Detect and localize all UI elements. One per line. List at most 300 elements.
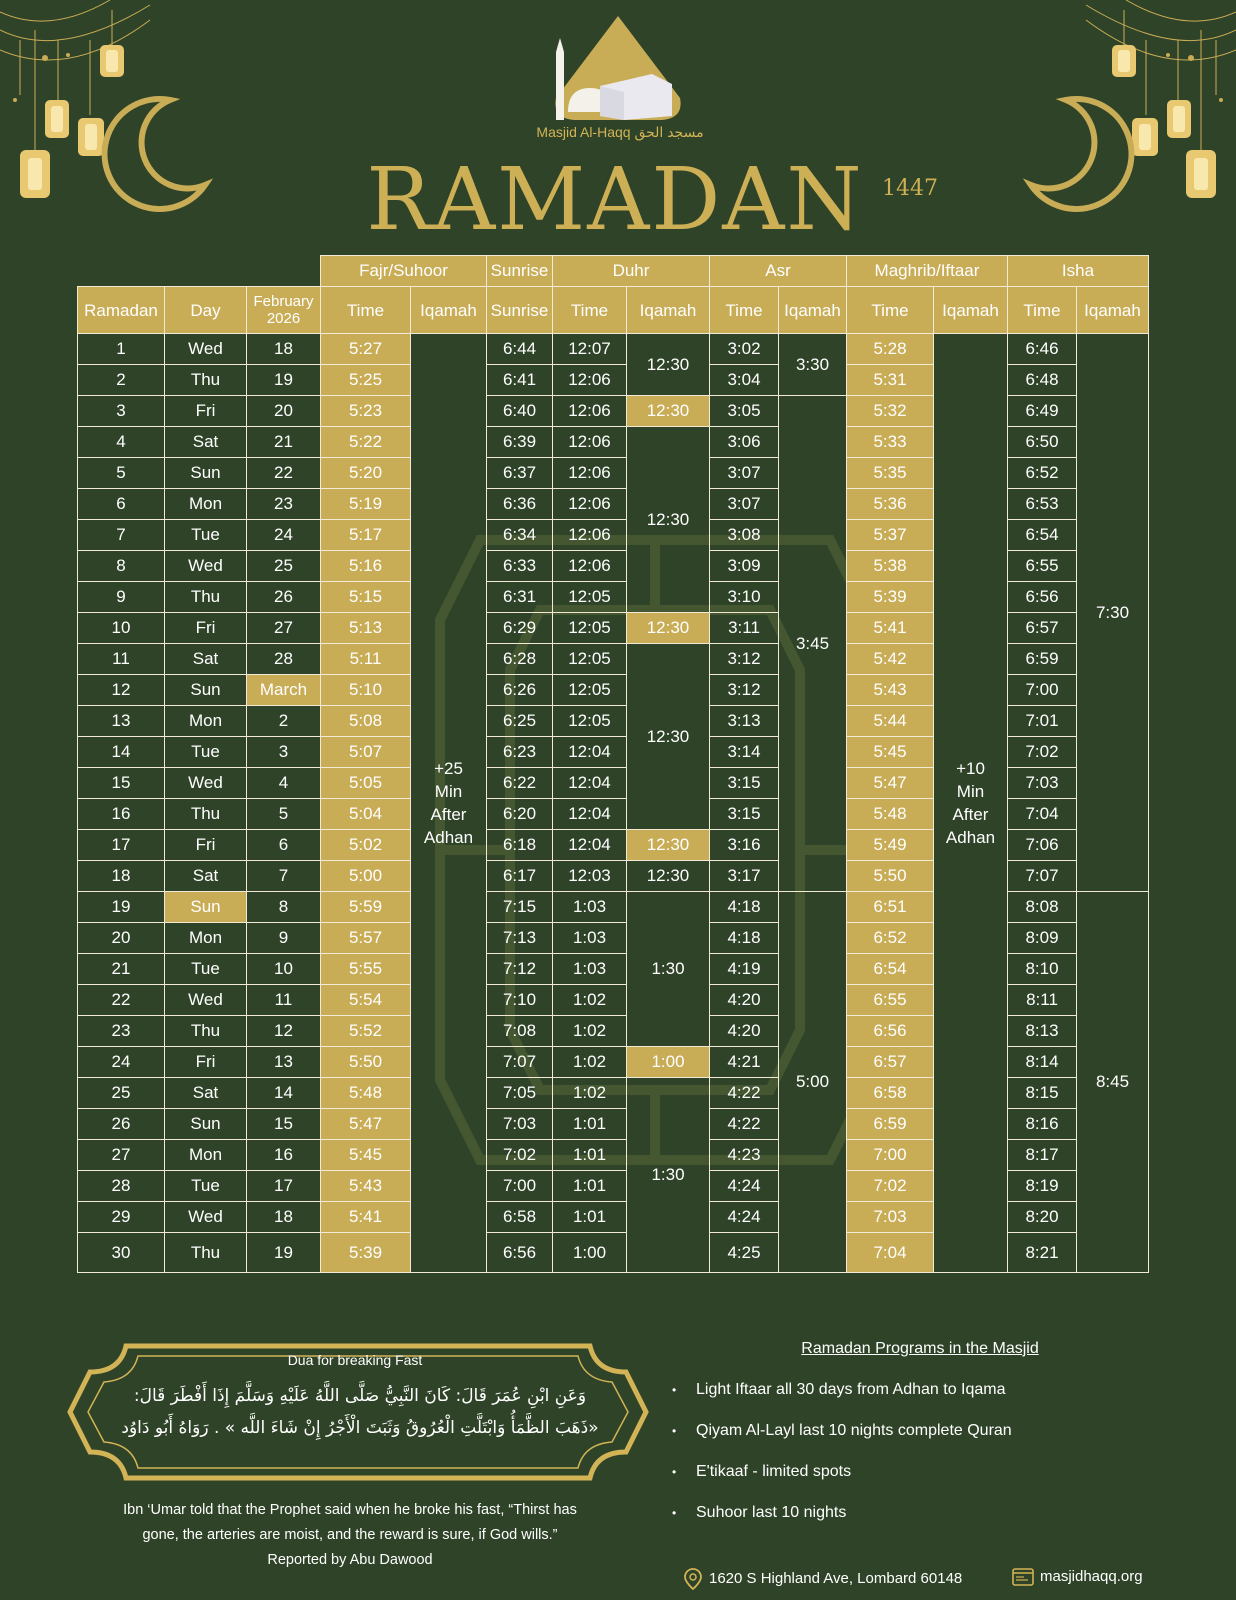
cell-sunrise: 6:26: [487, 675, 553, 706]
cell-weekday: Tue: [165, 954, 247, 985]
cell-isha-time: 8:10: [1008, 954, 1077, 985]
cell-fajr-time: 5:15: [321, 582, 411, 613]
cell-maghrib-time: 7:02: [847, 1171, 934, 1202]
program-item: • E'tikaaf - limited spots: [672, 1462, 1012, 1503]
col-date: February 2026: [247, 287, 321, 334]
cell-sunrise: 6:41: [487, 365, 553, 396]
cell-duhr-time: 12:06: [553, 396, 627, 427]
cell-weekday: Sat: [165, 861, 247, 892]
cell-asr-iqamah: 5:00: [779, 892, 847, 1273]
cell-asr-time: 3:11: [710, 613, 779, 644]
cell-maghrib-time: 5:43: [847, 675, 934, 706]
cell-fajr-time: 5:41: [321, 1202, 411, 1233]
cell-sunrise: 6:56: [487, 1233, 553, 1273]
cell-isha-iqamah: 7:30: [1077, 334, 1149, 892]
cell-fajr-time: 5:59: [321, 892, 411, 923]
col-asr-iqamah: Iqamah: [779, 287, 847, 334]
cell-weekday: Wed: [165, 1202, 247, 1233]
dua-reference: Reported by Abu Dawood: [267, 1552, 433, 1568]
cell-maghrib-time: 5:45: [847, 737, 934, 768]
cell-date: 9: [247, 923, 321, 954]
masjid-name: Masjid Al-Haqq مسجد الحق: [536, 124, 704, 140]
cell-fajr-time: 5:07: [321, 737, 411, 768]
cell-weekday: Mon: [165, 706, 247, 737]
cell-isha-time: 6:46: [1008, 334, 1077, 365]
cell-date: 27: [247, 613, 321, 644]
cell-isha-time: 7:06: [1008, 830, 1077, 861]
cell-asr-time: 3:05: [710, 396, 779, 427]
cell-maghrib-time: 5:35: [847, 458, 934, 489]
website-icon: [1012, 1568, 1034, 1586]
cell-asr-time: 3:13: [710, 706, 779, 737]
cell-duhr-time: 12:07: [553, 334, 627, 365]
cell-isha-time: 6:48: [1008, 365, 1077, 396]
cell-date: 8: [247, 892, 321, 923]
cell-maghrib-time: 5:36: [847, 489, 934, 520]
dua-english: [78, 1498, 622, 1573]
cell-weekday: Thu: [165, 1233, 247, 1273]
cell-asr-time: 3:10: [710, 582, 779, 613]
cell-date: 5: [247, 799, 321, 830]
cell-sunrise: 6:44: [487, 334, 553, 365]
cell-asr-time: 3:07: [710, 489, 779, 520]
cell-weekday: Thu: [165, 582, 247, 613]
cell-asr-time: 4:23: [710, 1140, 779, 1171]
cell-isha-time: 8:11: [1008, 985, 1077, 1016]
cell-ramadan-day: 1: [78, 334, 165, 365]
cell-fajr-time: 5:50: [321, 1047, 411, 1078]
page-title: RAMADAN: [366, 150, 864, 250]
cell-ramadan-day: 30: [78, 1233, 165, 1273]
cell-isha-time: 6:53: [1008, 489, 1077, 520]
dua-arabic-line-1: وَعَنِ ابْنِ عُمَرَ قَالَ: كَانَ النَّبِيُّ صَلَّى اللَّهُ عَلَيْهِ وَسَلَّمَ إِذَا أَفْطَرَ قَالَ:: [133, 1386, 587, 1406]
cell-maghrib-time: 5:50: [847, 861, 934, 892]
cell-fajr-time: 5:43: [321, 1171, 411, 1202]
website-link[interactable]: masjidhaqq.org: [1040, 1568, 1143, 1585]
timetable-body: [78, 334, 1149, 1273]
cell-weekday: Wed: [165, 985, 247, 1016]
cell-duhr-time: 12:05: [553, 644, 627, 675]
cell-maghrib-time: 5:37: [847, 520, 934, 551]
cell-isha-time: 8:20: [1008, 1202, 1077, 1233]
cell-duhr-time: 12:06: [553, 458, 627, 489]
cell-asr-time: 4:25: [710, 1233, 779, 1273]
cell-isha-iqamah: 8:45: [1077, 892, 1149, 1273]
dua-title: Dua for breaking Fast: [287, 1352, 423, 1368]
cell-sunrise: 7:05: [487, 1078, 553, 1109]
cell-asr-time: 3:08: [710, 520, 779, 551]
cell-date: 6: [247, 830, 321, 861]
cell-ramadan-day: 14: [78, 737, 165, 768]
group-duhr: Duhr: [553, 256, 710, 287]
cell-weekday: Mon: [165, 923, 247, 954]
cell-weekday: Tue: [165, 520, 247, 551]
cell-isha-time: 8:08: [1008, 892, 1077, 923]
cell-ramadan-day: 19: [78, 892, 165, 923]
cell-ramadan-day: 2: [78, 365, 165, 396]
col-maghrib-iqamah: Iqamah: [934, 287, 1008, 334]
cell-ramadan-day: 3: [78, 396, 165, 427]
group-maghrib: Maghrib/Iftaar: [847, 256, 1008, 287]
cell-sunrise: 6:18: [487, 830, 553, 861]
cell-weekday: Wed: [165, 334, 247, 365]
cell-duhr-time: 1:02: [553, 1078, 627, 1109]
cell-isha-time: 8:21: [1008, 1233, 1077, 1273]
cell-maghrib-time: 5:49: [847, 830, 934, 861]
program-item: • Light Iftaar all 30 days from Adhan to Iqama: [672, 1380, 1012, 1421]
cell-asr-time: 4:21: [710, 1047, 779, 1078]
cell-sunrise: 7:00: [487, 1171, 553, 1202]
cell-duhr-time: 12:06: [553, 365, 627, 396]
cell-sunrise: 6:29: [487, 613, 553, 644]
cell-ramadan-day: 27: [78, 1140, 165, 1171]
cell-isha-time: 8:13: [1008, 1016, 1077, 1047]
cell-fajr-time: 5:54: [321, 985, 411, 1016]
cell-isha-time: 7:03: [1008, 768, 1077, 799]
cell-date: 18: [247, 1202, 321, 1233]
cell-asr-time: 3:04: [710, 365, 779, 396]
col-day: Day: [165, 287, 247, 334]
cell-fajr-time: 5:16: [321, 551, 411, 582]
cell-duhr-iqamah: 12:30: [627, 427, 710, 613]
cell-maghrib-time: 6:59: [847, 1109, 934, 1140]
cell-duhr-time: 12:04: [553, 768, 627, 799]
cell-isha-time: 6:52: [1008, 458, 1077, 489]
cell-asr-time: 4:20: [710, 1016, 779, 1047]
cell-duhr-time: 1:00: [553, 1233, 627, 1273]
footer-website[interactable]: [1012, 1568, 1143, 1586]
cell-maghrib-time: 6:56: [847, 1016, 934, 1047]
cell-maghrib-time: 6:51: [847, 892, 934, 923]
cell-ramadan-day: 12: [78, 675, 165, 706]
cell-sunrise: 7:15: [487, 892, 553, 923]
cell-duhr-time: 12:05: [553, 613, 627, 644]
col-sunrise: Sunrise: [487, 287, 553, 334]
cell-ramadan-day: 16: [78, 799, 165, 830]
cell-ramadan-day: 18: [78, 861, 165, 892]
dua-english-line-2: gone, the arteries are moist, and the reward is sure, if God wills.”: [142, 1527, 558, 1543]
cell-isha-time: 7:07: [1008, 861, 1077, 892]
cell-duhr-iqamah: 12:30: [627, 334, 710, 396]
cell-date: 19: [247, 365, 321, 396]
cell-date: 7: [247, 861, 321, 892]
cell-date: 2: [247, 706, 321, 737]
cell-duhr-iqamah: 1:30: [627, 892, 710, 1047]
cell-sunrise: 6:34: [487, 520, 553, 551]
lantern-crescent-left-icon: [0, 0, 230, 230]
cell-duhr-time: 1:03: [553, 892, 627, 923]
cell-duhr-time: 1:01: [553, 1171, 627, 1202]
cell-maghrib-time: 5:32: [847, 396, 934, 427]
cell-date: 12: [247, 1016, 321, 1047]
group-sunrise: Sunrise: [487, 256, 553, 287]
cell-isha-time: 6:49: [1008, 396, 1077, 427]
cell-asr-time: 3:17: [710, 861, 779, 892]
cell-sunrise: 6:20: [487, 799, 553, 830]
cell-maghrib-time: 5:31: [847, 365, 934, 396]
cell-date: 16: [247, 1140, 321, 1171]
cell-sunrise: 6:17: [487, 861, 553, 892]
cell-ramadan-day: 13: [78, 706, 165, 737]
cell-sunrise: 6:22: [487, 768, 553, 799]
cell-isha-time: 6:59: [1008, 644, 1077, 675]
cell-ramadan-day: 24: [78, 1047, 165, 1078]
cell-maghrib-time: 5:44: [847, 706, 934, 737]
cell-weekday: Wed: [165, 768, 247, 799]
cell-sunrise: 6:58: [487, 1202, 553, 1233]
prayer-timetable: [77, 255, 1149, 1273]
cell-maghrib-time: 5:39: [847, 582, 934, 613]
cell-duhr-time: 1:02: [553, 1047, 627, 1078]
col-fajr-iqamah: Iqamah: [411, 287, 487, 334]
cell-fajr-time: 5:00: [321, 861, 411, 892]
cell-maghrib-time: 7:04: [847, 1233, 934, 1273]
cell-duhr-time: 12:04: [553, 737, 627, 768]
address-text: 1620 S Highland Ave, Lombard 60148: [709, 1569, 963, 1587]
cell-date: 15: [247, 1109, 321, 1140]
cell-fajr-time: 5:47: [321, 1109, 411, 1140]
cell-isha-time: 8:15: [1008, 1078, 1077, 1109]
program-item: • Suhoor last 10 nights: [672, 1503, 1012, 1544]
cell-sunrise: 6:28: [487, 644, 553, 675]
cell-ramadan-day: 5: [78, 458, 165, 489]
cell-date: 24: [247, 520, 321, 551]
cell-maghrib-time: 5:33: [847, 427, 934, 458]
col-duhr-time: Time: [553, 287, 627, 334]
cell-ramadan-day: 15: [78, 768, 165, 799]
cell-asr-time: 3:15: [710, 768, 779, 799]
cell-weekday: Fri: [165, 1047, 247, 1078]
programs-list: [672, 1380, 1012, 1544]
cell-fajr-time: 5:13: [321, 613, 411, 644]
footer-address: [683, 1568, 962, 1590]
col-fajr-time: Time: [321, 287, 411, 334]
cell-fajr-time: 5:08: [321, 706, 411, 737]
cell-duhr-iqamah: 12:30: [627, 613, 710, 644]
program-item: • Qiyam Al-Layl last 10 nights complete Quran: [672, 1421, 1012, 1462]
cell-asr-time: 3:06: [710, 427, 779, 458]
cell-fajr-time: 5:10: [321, 675, 411, 706]
cell-maghrib-time: 5:38: [847, 551, 934, 582]
cell-asr-time: 4:20: [710, 985, 779, 1016]
cell-maghrib-time: 5:28: [847, 334, 934, 365]
cell-duhr-time: 1:02: [553, 985, 627, 1016]
cell-date: March: [247, 675, 321, 706]
cell-sunrise: 6:25: [487, 706, 553, 737]
cell-asr-time: 4:19: [710, 954, 779, 985]
cell-ramadan-day: 23: [78, 1016, 165, 1047]
dua-arabic-line-2: «ذَهَبَ الظَّمَأُ وَابْتَلَّتِ الْعُرُوقُ وَثَبَتَ الْأَجْرُ إِنْ شَاءَ اللَّه » . رَوَاهُ أَبُو دَاوُد: [121, 1418, 599, 1438]
cell-ramadan-day: 26: [78, 1109, 165, 1140]
cell-date: 18: [247, 334, 321, 365]
cell-ramadan-day: 22: [78, 985, 165, 1016]
cell-weekday: Fri: [165, 396, 247, 427]
cell-weekday: Sun: [165, 458, 247, 489]
cell-date: 22: [247, 458, 321, 489]
cell-date: 26: [247, 582, 321, 613]
cell-duhr-iqamah: 1:00: [627, 1047, 710, 1078]
cell-sunrise: 7:10: [487, 985, 553, 1016]
cell-ramadan-day: 8: [78, 551, 165, 582]
cell-date: 21: [247, 427, 321, 458]
cell-fajr-time: 5:11: [321, 644, 411, 675]
cell-fajr-time: 5:22: [321, 427, 411, 458]
cell-isha-time: 7:01: [1008, 706, 1077, 737]
cell-weekday: Sun: [165, 892, 247, 923]
cell-ramadan-day: 4: [78, 427, 165, 458]
cell-isha-time: 6:55: [1008, 551, 1077, 582]
cell-fajr-time: 5:17: [321, 520, 411, 551]
cell-date: 13: [247, 1047, 321, 1078]
cell-fajr-time: 5:48: [321, 1078, 411, 1109]
cell-maghrib-time: 7:00: [847, 1140, 934, 1171]
cell-asr-time: 4:24: [710, 1202, 779, 1233]
cell-maghrib-time: 5:47: [847, 768, 934, 799]
cell-duhr-iqamah: 1:30: [627, 1078, 710, 1273]
cell-weekday: Mon: [165, 1140, 247, 1171]
cell-isha-time: 8:14: [1008, 1047, 1077, 1078]
group-asr: Asr: [710, 256, 847, 287]
cell-weekday: Sun: [165, 1109, 247, 1140]
col-asr-time: Time: [710, 287, 779, 334]
cell-ramadan-day: 28: [78, 1171, 165, 1202]
cell-duhr-time: 1:03: [553, 954, 627, 985]
cell-asr-time: 4:22: [710, 1109, 779, 1140]
cell-isha-time: 6:57: [1008, 613, 1077, 644]
cell-duhr-time: 12:06: [553, 520, 627, 551]
cell-asr-time: 3:09: [710, 551, 779, 582]
cell-maghrib-time: 6:58: [847, 1078, 934, 1109]
cell-duhr-iqamah: 12:30: [627, 830, 710, 861]
cell-weekday: Sat: [165, 1078, 247, 1109]
cell-sunrise: 7:13: [487, 923, 553, 954]
cell-fajr-iqamah: +25 Min After Adhan: [411, 334, 487, 1273]
cell-duhr-time: 1:02: [553, 1016, 627, 1047]
cell-isha-time: 6:56: [1008, 582, 1077, 613]
col-maghrib-time: Time: [847, 287, 934, 334]
cell-weekday: Thu: [165, 1016, 247, 1047]
cell-asr-time: 4:24: [710, 1171, 779, 1202]
cell-maghrib-time: 6:55: [847, 985, 934, 1016]
cell-date: 17: [247, 1171, 321, 1202]
cell-date: 28: [247, 644, 321, 675]
cell-asr-time: 3:02: [710, 334, 779, 365]
cell-fajr-time: 5:57: [321, 923, 411, 954]
cell-weekday: Tue: [165, 737, 247, 768]
table-row: [78, 334, 1149, 365]
group-isha: Isha: [1008, 256, 1149, 287]
col-duhr-iqamah: Iqamah: [627, 287, 710, 334]
cell-weekday: Thu: [165, 365, 247, 396]
cell-isha-time: 7:00: [1008, 675, 1077, 706]
dua-english-line-1: Ibn ‘Umar told that the Prophet said when he broke his fast, “Thirst has: [123, 1502, 577, 1518]
cell-weekday: Fri: [165, 830, 247, 861]
cell-asr-time: 3:15: [710, 799, 779, 830]
group-fajr: Fajr/Suhoor: [321, 256, 487, 287]
cell-fajr-time: 5:39: [321, 1233, 411, 1273]
cell-maghrib-time: 7:03: [847, 1202, 934, 1233]
cell-date: 3: [247, 737, 321, 768]
programs-title: Ramadan Programs in the Masjid: [801, 1340, 1039, 1357]
cell-sunrise: 6:33: [487, 551, 553, 582]
cell-sunrise: 6:40: [487, 396, 553, 427]
cell-duhr-time: 1:01: [553, 1109, 627, 1140]
hijri-year: 1447: [882, 176, 938, 201]
cell-asr-time: 3:12: [710, 644, 779, 675]
cell-isha-time: 8:16: [1008, 1109, 1077, 1140]
cell-date: 10: [247, 954, 321, 985]
cell-duhr-iqamah: 12:30: [627, 861, 710, 892]
cell-duhr-iqamah: 12:30: [627, 644, 710, 830]
cell-sunrise: 6:23: [487, 737, 553, 768]
cell-sunrise: 6:37: [487, 458, 553, 489]
cell-isha-time: 8:17: [1008, 1140, 1077, 1171]
cell-ramadan-day: 10: [78, 613, 165, 644]
cell-fajr-time: 5:05: [321, 768, 411, 799]
cell-sunrise: 7:03: [487, 1109, 553, 1140]
cell-date: 14: [247, 1078, 321, 1109]
cell-sunrise: 7:07: [487, 1047, 553, 1078]
cell-date: 19: [247, 1233, 321, 1273]
col-ramadan: Ramadan: [78, 287, 165, 334]
cell-sunrise: 6:36: [487, 489, 553, 520]
cell-date: 20: [247, 396, 321, 427]
cell-duhr-time: 12:06: [553, 489, 627, 520]
cell-duhr-time: 12:05: [553, 582, 627, 613]
col-isha-time: Time: [1008, 287, 1077, 334]
cell-date: 25: [247, 551, 321, 582]
cell-weekday: Tue: [165, 1171, 247, 1202]
cell-asr-time: 4:18: [710, 923, 779, 954]
cell-duhr-time: 12:05: [553, 675, 627, 706]
cell-isha-time: 8:19: [1008, 1171, 1077, 1202]
cell-ramadan-day: 20: [78, 923, 165, 954]
cell-weekday: Sat: [165, 427, 247, 458]
cell-fajr-time: 5:45: [321, 1140, 411, 1171]
cell-ramadan-day: 6: [78, 489, 165, 520]
cell-duhr-time: 12:03: [553, 861, 627, 892]
cell-date: 23: [247, 489, 321, 520]
cell-asr-iqamah: 3:30: [779, 334, 847, 396]
location-pin-icon: [683, 1568, 703, 1590]
cell-duhr-time: 12:05: [553, 706, 627, 737]
cell-isha-time: 7:02: [1008, 737, 1077, 768]
cell-duhr-time: 1:01: [553, 1202, 627, 1233]
cell-asr-time: 4:22: [710, 1078, 779, 1109]
cell-weekday: Thu: [165, 799, 247, 830]
cell-ramadan-day: 11: [78, 644, 165, 675]
cell-isha-time: 8:09: [1008, 923, 1077, 954]
cell-ramadan-day: 17: [78, 830, 165, 861]
cell-fajr-time: 5:55: [321, 954, 411, 985]
header-spacer: [78, 256, 321, 287]
cell-date: 11: [247, 985, 321, 1016]
cell-weekday: Sat: [165, 644, 247, 675]
cell-date: 4: [247, 768, 321, 799]
cell-maghrib-iqamah: +10 Min After Adhan: [934, 334, 1008, 1273]
cell-fajr-time: 5:19: [321, 489, 411, 520]
cell-duhr-time: 12:04: [553, 799, 627, 830]
col-isha-iqamah: Iqamah: [1077, 287, 1149, 334]
cell-asr-time: 3:12: [710, 675, 779, 706]
cell-duhr-time: 1:03: [553, 923, 627, 954]
dua-arabic: [100, 1380, 620, 1444]
cell-weekday: Fri: [165, 613, 247, 644]
cell-fajr-time: 5:23: [321, 396, 411, 427]
cell-duhr-time: 1:01: [553, 1140, 627, 1171]
cell-duhr-time: 12:06: [553, 427, 627, 458]
cell-duhr-time: 12:06: [553, 551, 627, 582]
